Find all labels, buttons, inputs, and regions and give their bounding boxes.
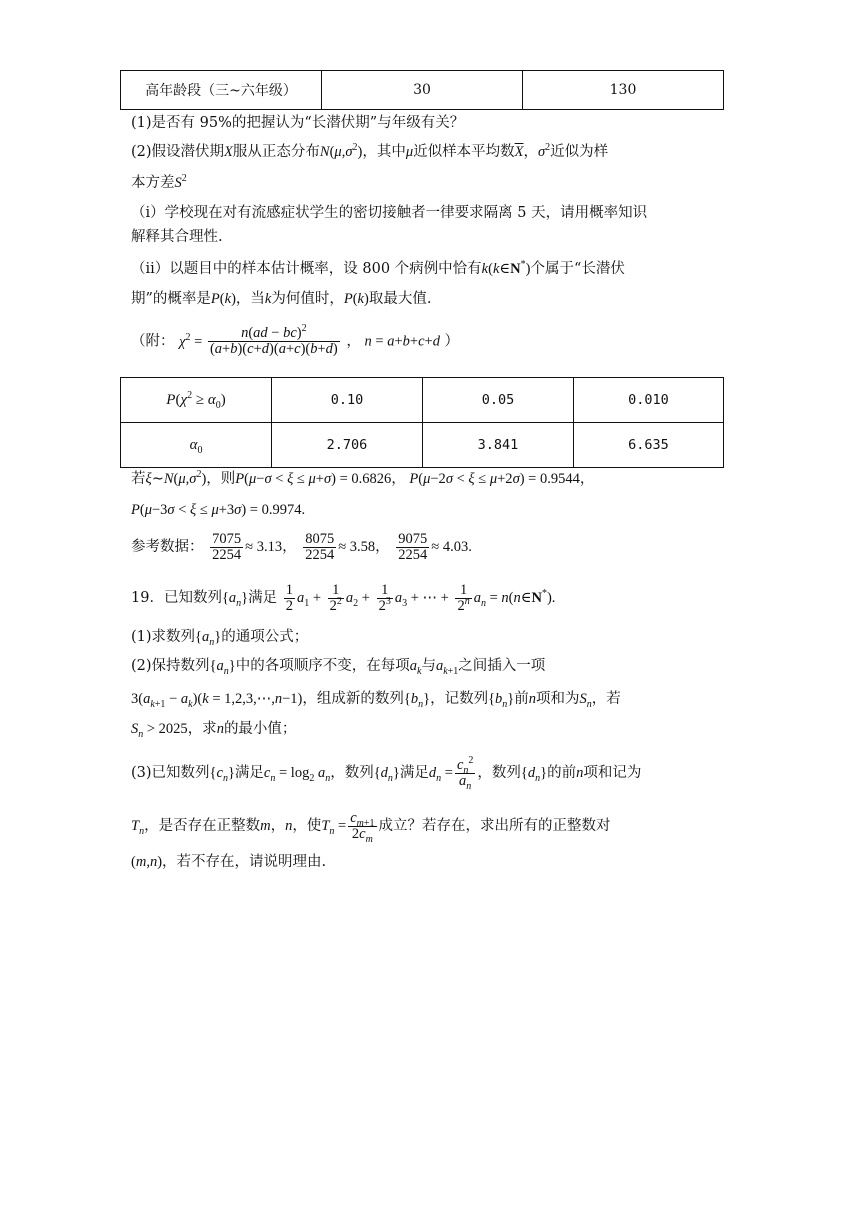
table-cell: 0.10 xyxy=(272,378,423,423)
table-header-alpha: $\alpha_0$ xyxy=(121,423,272,468)
ref-fraction: $\frac{8075}{2254}$ xyxy=(305,530,335,563)
question-19-part-2-cont: $3(a_{k+1} - a_k)(k$ = 1,2,3,⋯,n−1)，组成新的数列$\{b_n\}$，记数列$\{b_n\}$前n项和为$S_n$，若 xyxy=(131,691,621,710)
question-1: (1)是否有 95%的把握认为“长潜伏期”与年级有关？ xyxy=(131,115,465,131)
table-row xyxy=(121,378,724,423)
age-group-table xyxy=(120,70,724,110)
question-2-sub-ii: （ii）以题目中的样本估计概率，设 800 个病例中恰有k(k∈N*)个属于“长潜伏 xyxy=(131,259,625,277)
normal-distribution-facts-cont: P(μ−3σ < ξ ≤ μ+3σ) = 0.9974. xyxy=(131,502,306,518)
reference-data: 参考数据： $\frac{7075}{2254}$ ≈ 3.13， $\frac{8075}{2254}$ ≈ 3.58， $\frac{9075}{2254}$ ≈ 4.03. xyxy=(131,530,472,563)
table-cell: 130 xyxy=(523,71,724,110)
table-cell: 0.010 xyxy=(574,378,724,423)
table-cell: 3.841 xyxy=(423,423,574,468)
question-19-part-2-end: $S_n > 2025$，求n的最小值； xyxy=(131,721,297,740)
question-19-part-3: (3)已知数列$\{c_n\}$满足$c_n = \log_2 a_n$，数列$\{d_n\}$满足$d_n$ = $\frac{c_n^2}{a_n}$ ，数列$\{d_n\}$的前n项和记为 xyxy=(131,754,642,792)
question-19-part-3-end: (m,n)，若不存在，请说明理由. xyxy=(131,854,327,870)
table-cell: 2.706 xyxy=(272,423,423,468)
question-19-part-3-cont: $T_n$，是否存在正整数m，n，使$T_n$ = $\frac{c_{m+1}}{2c_m}$ 成立？若存在，求出所有的正整数对 xyxy=(131,809,611,845)
question-2-line2: 本方差$S^2$ xyxy=(131,173,187,191)
table-row xyxy=(121,71,724,110)
ref-fraction: $\frac{7075}{2254}$ xyxy=(212,530,242,563)
table-header-probability: $P(\chi^2 \ge \alpha_0)$ xyxy=(121,378,272,423)
table-row xyxy=(121,423,724,468)
table-cell: 30 xyxy=(322,71,523,110)
question-2-sub-ii-cont: 期”的概率是P(k)，当k为何值时，P(k)取最大值. xyxy=(131,291,432,307)
critical-value-table xyxy=(120,377,724,468)
question-19-part-1: (1)求数列$\{a_n\}$的通项公式； xyxy=(131,629,309,648)
chi-square-fraction: $\frac{n(ad - bc)^2}{(a+b)(c+d)(a+c)(b+d)}$ xyxy=(209,323,338,357)
ref-fraction: $\frac{9075}{2254}$ xyxy=(398,530,428,563)
table-cell: 6.635 xyxy=(574,423,724,468)
normal-distribution-facts: 若$\xi\sim N(\mu,\sigma^2)$，则P(μ−σ < ξ ≤ μ+σ) = 0.6826， P(μ−2σ < ξ ≤ μ+2σ) = 0.9544， xyxy=(131,469,595,487)
age-group-label: 高年龄段（三~六年级） xyxy=(121,71,322,110)
question-19-part-2: (2)保持数列$\{a_n\}$中的各项顺序不变，在每项$a_k$与$a_{k+1}$之间插入一项 xyxy=(131,658,546,677)
question-19-stem: 19．已知数列$\{a_n\}$满足 $\frac{1}{2}$ $a_1$ + $\frac{1}{2^2}$ $a_2$ + $\frac{1}{2^3}$ $a_3$ + ⋯ + $\frac{1}{2^n}$ $a_n$ = n(n∈N*). xyxy=(131,581,556,614)
appendix-formula: （附： $\chi^2$ = $\frac{n(ad - bc)^2}{(a+b)(c+d)(a+c)(b+d)}$ ， n = a+b+c+d ） xyxy=(131,323,460,357)
question-2-sub-i: （i）学校现在对有流感症状学生的密切接触者一律要求隔离 5 天，请用概率知识 xyxy=(131,205,648,221)
table-cell: 0.05 xyxy=(423,378,574,423)
question-2-intro: (2)假设潜伏期X服从正态分布$N(\mu,\sigma^2)$，其中μ近似样本平均数$\overline{X}$，$\sigma^2$近似为样 xyxy=(131,142,609,160)
question-2-sub-i-cont: 解释其合理性. xyxy=(131,229,223,245)
